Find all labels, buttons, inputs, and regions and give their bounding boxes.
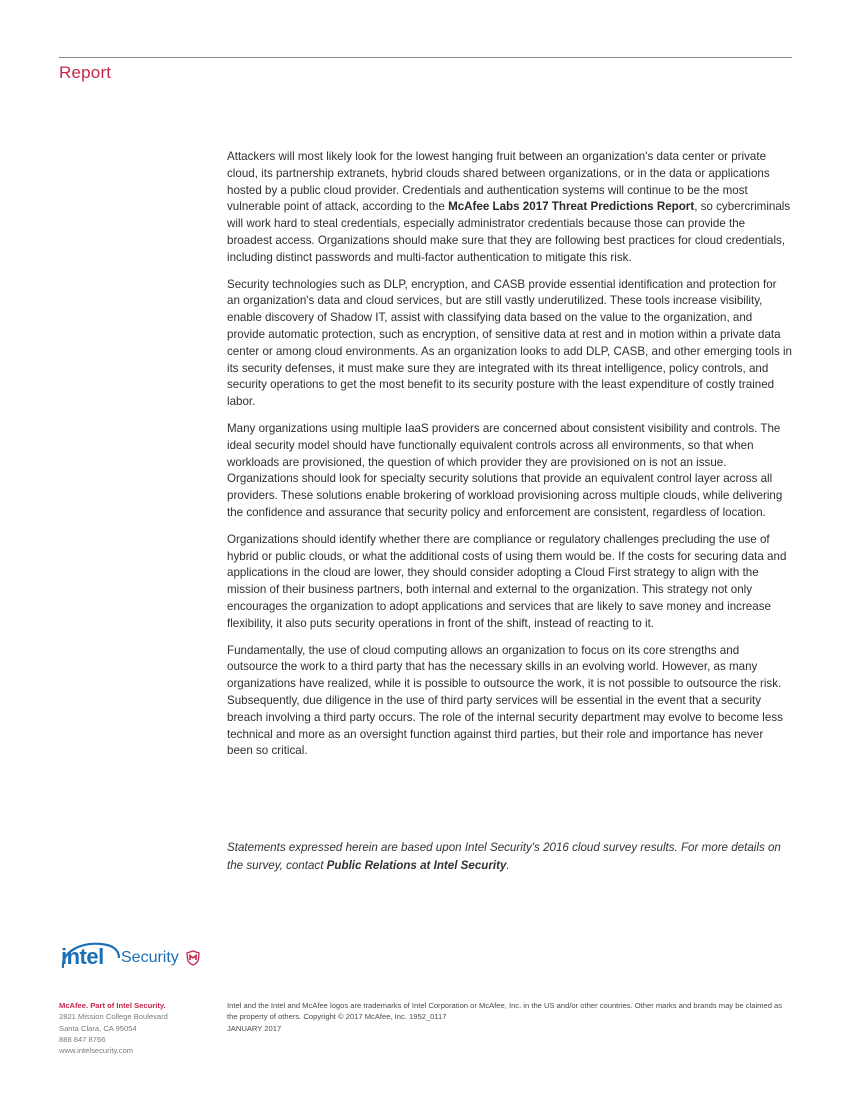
company-contact	[59, 1000, 219, 1056]
paragraph-1-text-b: , so cybercriminals will work hard to steal credentials, especially administrator credentials because those can provide the broadest access. Organizations should make sure that they are following best practices for cloud credentials, including distinct passwords and multi-factor authentication to mitigate this risk.	[227, 200, 791, 264]
paragraph-2: Security technologies such as DLP, encryption, and CASB provide essential identification and protection for an organization's data and cloud services, but are still vastly underutilized. These tools increase visibility, enable discovery of Shadow IT, assist with classifying data based on the value to the organization, and provide automatic protection, such as encryption, of sensitive data at rest and in motion within a private data center or among cloud environments. As an organization looks to add DLP, CASB, and other emerging tools in its security defenses, it must make sure they are integrated with its threat intelligence, policy controls, and security operations to get the most benefit to its security posture with the least expenditure of costly trained labor.	[227, 277, 792, 409]
trademark-text: Intel and the Intel and McAfee logos are trademarks of Intel Corporation or McAfee, Inc. in the US and/or other countries. Other marks and brands may be claimed as the property of others. Copyright © 2017 McAfee, Inc. 1952_0117	[227, 1001, 783, 1022]
survey-statement	[227, 839, 787, 875]
publication-date: JANUARY 2017	[227, 1023, 282, 1033]
paragraph-1	[227, 149, 792, 267]
paragraph-4: Organizations should identify whether there are compliance or regulatory challenges precluding the use of hybrid or public clouds, or what the additional costs of using them would be. If the costs for securing data and applications in the cloud are lower, they should consider adopting a Cloud First strategy to align with the mission of their business partners, both internal and external to the organization. This strategy not only encourages the organization to adopt applications and services that are likely to save money and increase flexibility, it also puts security operations in front of the shift, instead of reacting to it.	[227, 532, 787, 630]
statement-text: Statements expressed herein are based upon Intel Security's 2016 cloud survey results. For more details on the survey, contact	[227, 841, 781, 872]
mcafee-shield-icon	[186, 950, 200, 966]
header-divider	[59, 57, 792, 58]
address-line-1: 2821 Mission College Boulevard	[59, 1012, 168, 1022]
public-relations-link[interactable]: Public Relations at Intel Security	[326, 859, 507, 872]
paragraph-1-text-a: Attackers will most likely look for the lowest hanging fruit between an organization's data center or private cloud, its partnership extranets, hybrid clouds shared between organizations, or in the data or applications hosted by a public cloud provider. Credentials and authentication systems will continue to be the most vulnerable point of attack, according to the	[227, 150, 770, 214]
company-name: McAfee. Part of Intel Security.	[59, 1001, 166, 1010]
section-label: Report	[59, 63, 112, 82]
phone-number: 888 847 8766	[59, 1034, 106, 1044]
website-link[interactable]: www.intelsecurity.com	[59, 1046, 134, 1056]
legal-notice	[227, 1000, 793, 1034]
article-body	[227, 149, 792, 770]
security-wordmark: Security	[121, 949, 179, 966]
paragraph-5: Fundamentally, the use of cloud computing allows an organization to focus on its core strengths and outsource the work to a third party that has the necessary skills in an evolving world. However, as many organizations have realized, while it is possible to outsource the work, it is not possible to outsource the risk. Subsequently, due diligence in the use of third party services will be essential in the event that a security breach involving a third party occurs. The role of the internal security department may evolve to become less technical and more as an oversight function against third parties, but their role and importance has never been so critical.	[227, 643, 783, 758]
statement-end: .	[506, 859, 510, 872]
report-title-reference: McAfee Labs 2017 Threat Predictions Report	[448, 200, 695, 214]
intel-security-logo	[59, 938, 209, 978]
intel-wordmark: intel	[61, 944, 104, 969]
paragraph-3: Many organizations using multiple IaaS providers are concerned about consistent visibility and controls. The ideal security model should have functionally equivalent controls across all environments, so that when workloads are provisioned, the question of which provider they are provisioned on is not an issue. Organizations should look for specialty security solutions that provide an equivalent control layer across all providers. These solutions enable brokering of workload provisioning across multiple clouds, while delivering the confidence and assurance that security policy and enforcement are consistent, regardless of location.	[227, 421, 783, 519]
address-line-2: Santa Clara, CA 95054	[59, 1023, 137, 1033]
